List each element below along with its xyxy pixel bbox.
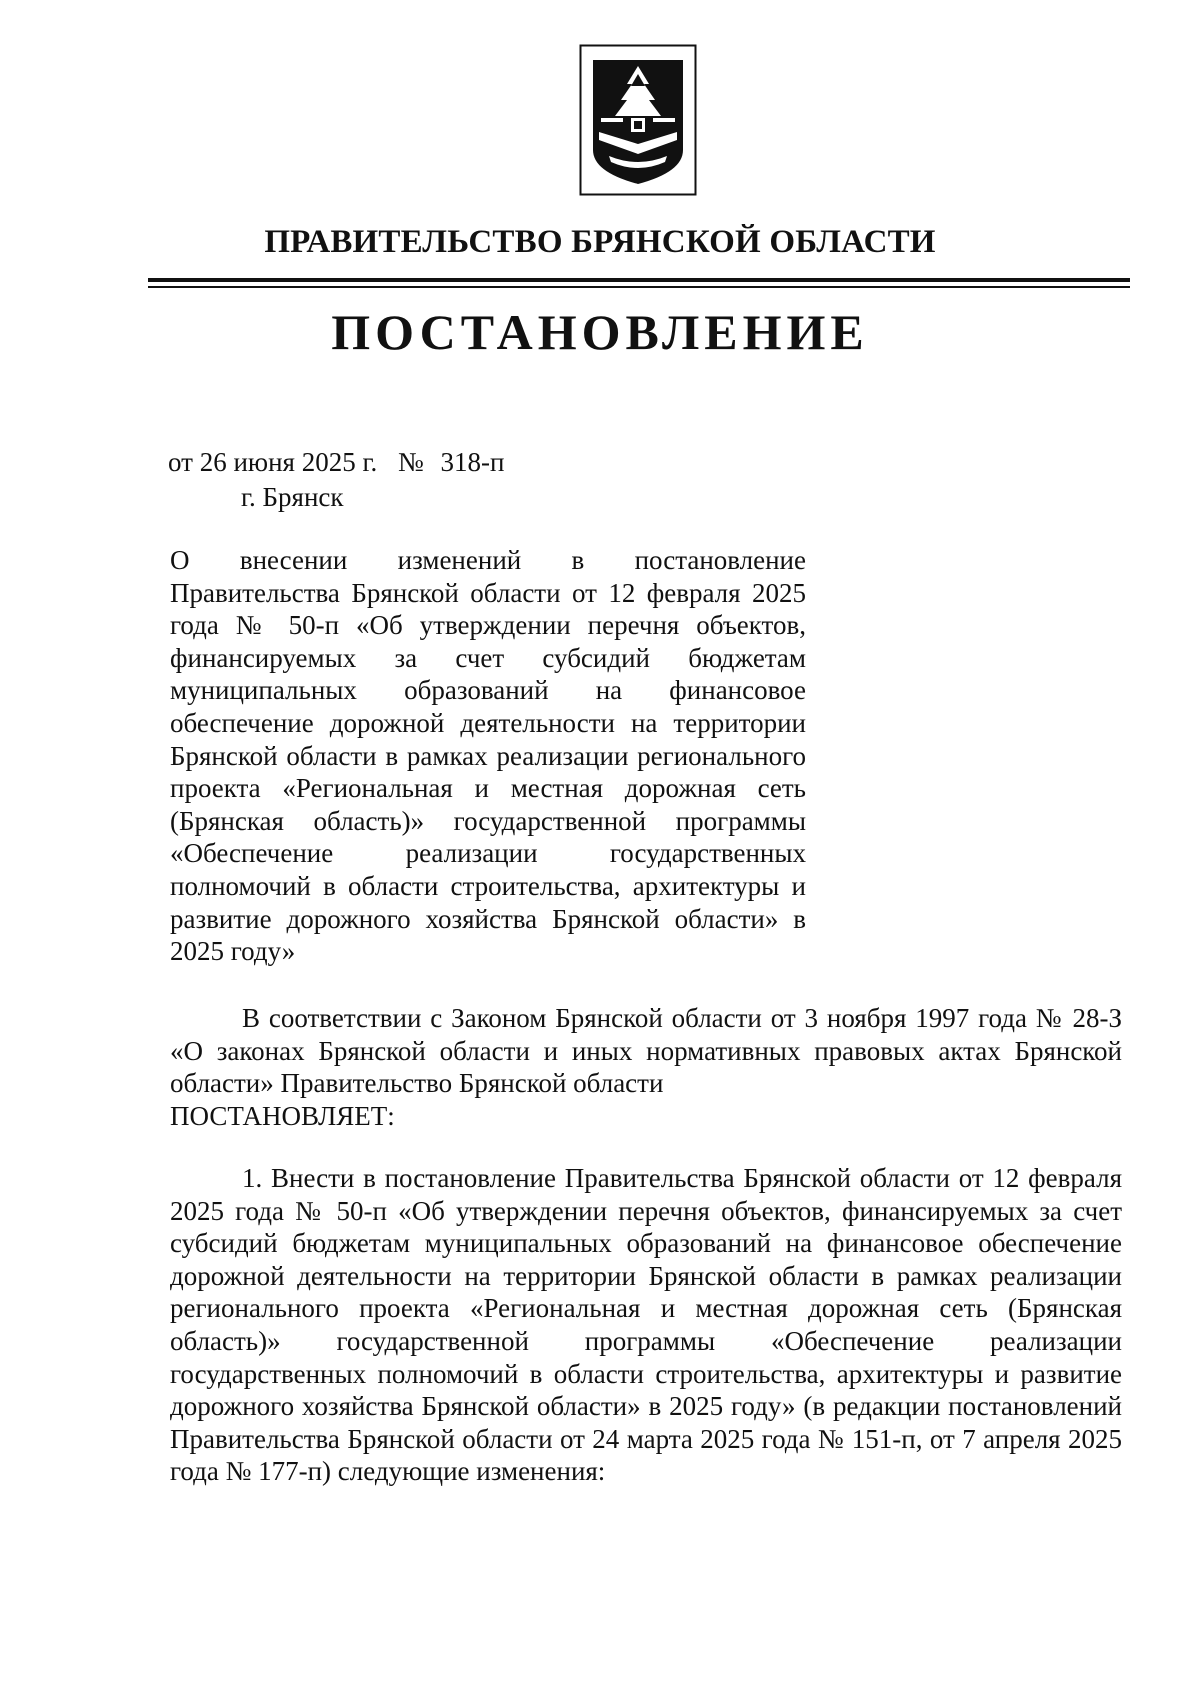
item-1-paragraph: 1. Внести в постановление Правительства Брянской области от 12 февраля 2025 года № 50-п «Об утверждении перечня объектов, финансируемых за счет субсидий бюджетам муниципальных образований на финансовое обеспечение дорожной деятельности на территории Брянской области в рамках реализации регионального проекта «Региональная и местная дорожная сеть (Брянская область)» государственной программы «Обеспечение реализации государственных полномочий в области строительства, архитектуры и развитие дорожного хозяйства Брянской области» в 2025 году» (в редакции постановлений Правительства Брянской области от 24 марта 2025 года № 151-п, от 7 апреля 2025 года № 177-п) следующие изменения: — [170, 1163, 1122, 1487]
document-date: 26 июня 2025 г. — [199, 447, 378, 477]
document-number: 318-п — [440, 447, 505, 477]
date-prefix: от — [168, 447, 193, 477]
document-type: ПОСТАНОВЛЕНИЕ — [331, 304, 869, 360]
header-rule-thin — [148, 286, 1130, 288]
header-rule-thick — [148, 278, 1130, 282]
coat-of-arms-icon — [579, 44, 697, 196]
document-title: О внесении изменений в постановление Правительства Брянской области от 12 февраля 2025 года № 50-п «Об утверждении перечня объектов, финансируемых за счет субсидий бюджетам муниципальных образований на финансовое обеспечение дорожной деятельности на территории Брянской области в рамках реализации регионального проекта «Региональная и местная дорожная сеть (Брянская область)» государственной программы «Обеспечение реализации государственных полномочий в области строительства, архитектуры и развитие дорожного хозяйства Брянской области» в 2025 году» — [170, 545, 806, 967]
preamble-paragraph: В соответствии с Законом Брянской области от 3 ноября 1997 года № 28-З «О законах Брянской области и иных нормативных правовых актах Брянской области» Правительство Брянской области — [170, 1003, 1122, 1099]
government-name: ПРАВИТЕЛЬСТВО БРЯНСКОЙ ОБЛАСТИ — [264, 224, 936, 260]
document-city: г. Брянск — [241, 482, 344, 512]
decree-word: ПОСТАНОВЛЯЕТ: — [170, 1101, 395, 1131]
date-number-line — [168, 445, 504, 479]
number-label: № — [397, 447, 424, 477]
